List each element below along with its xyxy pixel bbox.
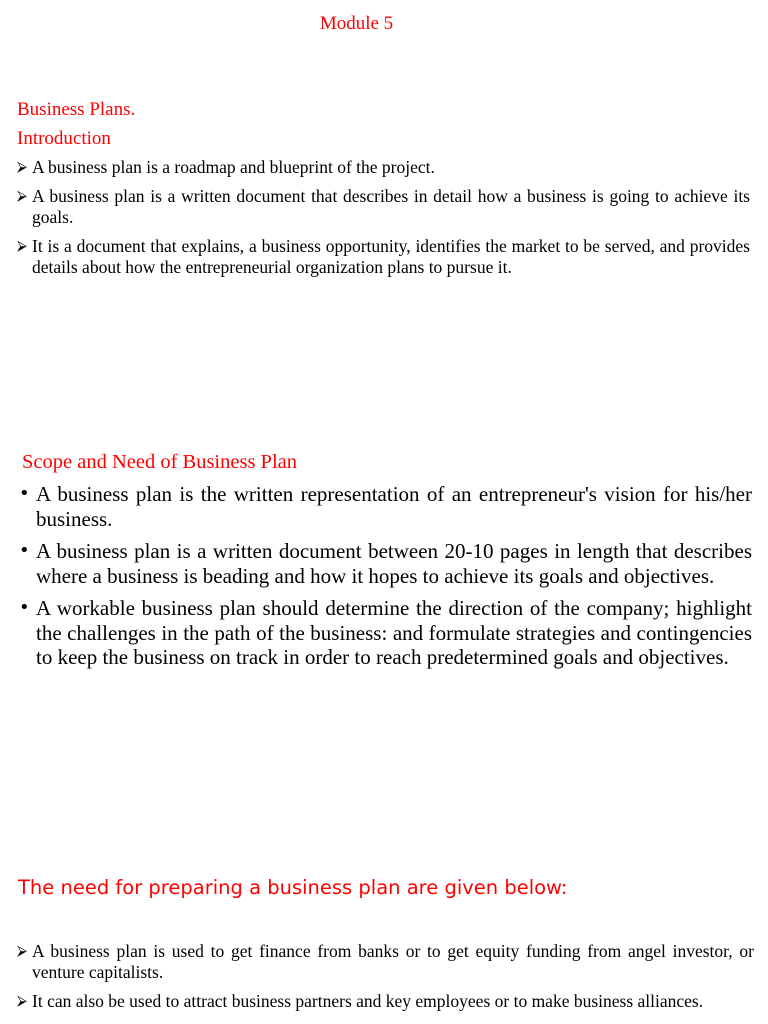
scope-bullet-text: A workable business plan should determine the direction of the company; highlight the challenges in the path of the business: and formulate strategies and contingencies to keep the business on track in order to reach predetermined goals and objectives. <box>36 596 752 669</box>
arrow-bullet-icon: ⮚ <box>17 943 27 959</box>
scope-bullet-text: A business plan is a written document between 20-10 pages in length that describes where a business is beading and how it hopes to achieve its goals and objectives. <box>36 539 752 588</box>
list-item <box>17 991 754 1012</box>
list-item <box>18 482 752 531</box>
arrow-bullet-icon: ⮚ <box>17 238 27 254</box>
scope-bullet-text: A business plan is the written representation of an entrepreneur's vision for his/her business. <box>36 482 752 531</box>
business-plans-heading: Business Plans. <box>17 99 136 120</box>
dot-bullet-icon: • <box>19 597 30 618</box>
arrow-bullet-icon: ⮚ <box>17 159 27 175</box>
dot-bullet-icon: • <box>19 483 30 504</box>
intro-bullet-text: A business plan is a written document that describes in detail how a business is going to achieve its goals. <box>32 186 750 227</box>
list-item <box>17 186 750 228</box>
arrow-bullet-icon: ⮚ <box>17 188 27 204</box>
intro-bullet-list <box>17 157 750 286</box>
list-item <box>18 596 752 670</box>
scope-heading: Scope and Need of Business Plan <box>22 451 297 473</box>
arrow-bullet-icon: ⮚ <box>17 993 27 1009</box>
intro-bullet-text: It is a document that explains, a business opportunity, identifies the market to be served, and provides details about how the entrepreneurial organization plans to pursue it. <box>32 236 750 277</box>
need-heading: The need for preparing a business plan are given below: <box>18 876 568 899</box>
list-item <box>17 236 750 278</box>
need-bullet-text: A business plan is used to get finance from banks or to get equity funding from angel investor, or venture capitalists. <box>32 941 754 982</box>
list-item <box>17 941 754 983</box>
module-title: Module 5 <box>319 13 394 34</box>
introduction-heading: Introduction <box>17 128 111 149</box>
intro-bullet-text: A business plan is a roadmap and blueprint of the project. <box>32 157 435 177</box>
list-item <box>17 157 750 178</box>
dot-bullet-icon: • <box>19 540 30 561</box>
list-item <box>18 539 752 588</box>
scope-bullet-list <box>18 482 752 678</box>
need-bullet-list <box>17 941 754 1020</box>
need-bullet-text: It can also be used to attract business partners and key employees or to make business alliances. <box>32 991 704 1011</box>
